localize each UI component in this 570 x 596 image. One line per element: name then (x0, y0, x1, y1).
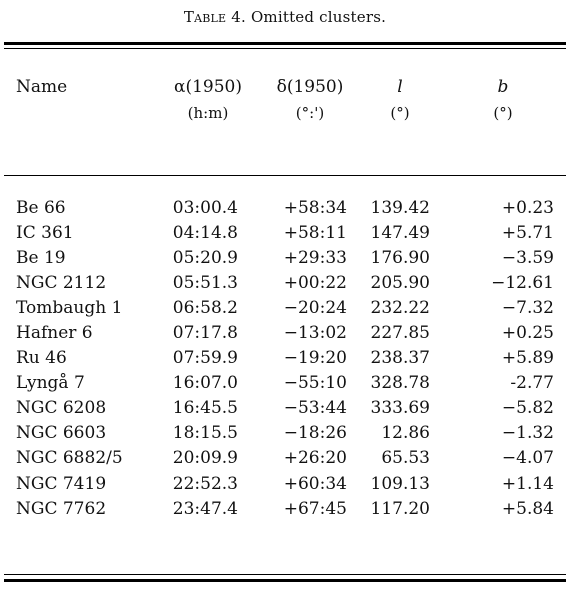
header-name-unit (6, 100, 156, 126)
l-cell: 176.90 (370, 247, 430, 268)
cluster-name: IC 361 (16, 222, 74, 243)
top-rule-thick (4, 42, 566, 45)
l-cell: 12.86 (381, 423, 430, 444)
header-units-row (6, 100, 566, 126)
b-cell: −7.32 (501, 297, 554, 318)
dec-cell: +58:34 (283, 197, 347, 218)
l-cell: 232.22 (370, 297, 430, 318)
l-cell: 333.69 (370, 398, 430, 419)
dec-cell: −20:24 (283, 297, 347, 318)
header-name: Name (16, 77, 68, 97)
table-row (6, 245, 566, 270)
b-cell: +0.23 (501, 197, 554, 218)
b-cell: +5.89 (501, 348, 554, 369)
cluster-name: Ru 46 (16, 348, 67, 369)
dec-cell: +58:11 (283, 222, 347, 243)
header-b: b (497, 77, 509, 97)
l-cell: 205.90 (370, 272, 430, 293)
dec-cell: −18:26 (283, 423, 347, 444)
cluster-name: Hafner 6 (16, 323, 93, 344)
table-row (6, 270, 566, 295)
bottom-rule-thin (4, 574, 566, 575)
ra-cell: 06:58.2 (172, 297, 238, 318)
table-row (6, 396, 566, 421)
clusters-table (6, 195, 566, 521)
table-row (6, 371, 566, 396)
l-cell: 147.49 (370, 222, 430, 243)
ra-cell: 23:47.4 (172, 498, 238, 519)
header-l-unit: (°) (390, 104, 410, 122)
cluster-name: NGC 2112 (16, 272, 107, 293)
ra-cell: 04:14.8 (172, 222, 238, 243)
header-rule (4, 175, 566, 176)
cluster-name: NGC 6208 (16, 398, 107, 419)
dec-cell: −53:44 (283, 398, 347, 419)
caption-label: Table 4. (183, 8, 246, 26)
b-cell: −4.07 (501, 448, 554, 469)
table-row (6, 295, 566, 320)
cluster-name: NGC 7762 (16, 498, 107, 519)
table-row (6, 346, 566, 371)
cluster-name: Lyngå 7 (16, 373, 85, 394)
b-cell: −12.61 (491, 272, 554, 293)
ra-cell: 16:07.0 (172, 373, 238, 394)
ra-cell: 22:52.3 (172, 473, 238, 494)
b-cell: −3.59 (501, 247, 554, 268)
l-cell: 328.78 (370, 373, 430, 394)
b-cell: −1.32 (501, 423, 554, 444)
b-cell: +1.14 (501, 473, 554, 494)
header-l: l (397, 77, 403, 97)
dec-cell: +26:20 (283, 448, 347, 469)
l-cell: 65.53 (381, 448, 430, 469)
dec-cell: +29:33 (283, 247, 347, 268)
table-row (6, 421, 566, 446)
dec-cell: +60:34 (283, 473, 347, 494)
top-rule-thin (4, 48, 566, 49)
l-cell: 238.37 (370, 348, 430, 369)
table-row (6, 195, 566, 220)
l-cell: 139.42 (370, 197, 430, 218)
dec-cell: −55:10 (283, 373, 347, 394)
dec-cell: +00:22 (283, 272, 347, 293)
b-cell: +5.71 (501, 222, 554, 243)
l-cell: 227.85 (370, 323, 430, 344)
dec-cell: +67:45 (283, 498, 347, 519)
ra-cell: 05:51.3 (172, 272, 238, 293)
b-cell: -2.77 (510, 373, 554, 394)
cluster-name: NGC 7419 (16, 473, 107, 494)
header-b-unit: (°) (493, 104, 513, 122)
dec-cell: −19:20 (283, 348, 347, 369)
dec-cell: −13:02 (283, 323, 347, 344)
table-caption (0, 8, 570, 26)
header-ra-unit: (h:m) (187, 104, 229, 122)
l-cell: 117.20 (370, 498, 430, 519)
table-row (6, 320, 566, 345)
ra-cell: 03:00.4 (172, 197, 238, 218)
ra-cell: 16:45.5 (172, 398, 238, 419)
b-cell: +5.84 (501, 498, 554, 519)
table-row (6, 220, 566, 245)
caption-text: Omitted clusters. (250, 8, 387, 26)
header-dec: δ(1950) (276, 77, 344, 97)
cluster-name: NGC 6603 (16, 423, 107, 444)
b-cell: +0.25 (501, 323, 554, 344)
cluster-name: Be 19 (16, 247, 66, 268)
header-dec-unit: (°:') (295, 104, 325, 122)
cluster-name: Tombaugh 1 (16, 297, 123, 318)
ra-cell: 07:17.8 (172, 323, 238, 344)
ra-cell: 20:09.9 (172, 448, 238, 469)
cluster-name: NGC 6882/5 (16, 448, 123, 469)
ra-cell: 18:15.5 (172, 423, 238, 444)
bottom-rule-thick (4, 579, 566, 582)
table-row (6, 496, 566, 521)
l-cell: 109.13 (370, 473, 430, 494)
b-cell: −5.82 (501, 398, 554, 419)
table-row (6, 471, 566, 496)
table-row (6, 446, 566, 471)
header-row (6, 74, 566, 100)
ra-cell: 07:59.9 (172, 348, 238, 369)
table-header (6, 74, 566, 126)
header-ra: α(1950) (173, 77, 242, 97)
cluster-name: Be 66 (16, 197, 66, 218)
ra-cell: 05:20.9 (172, 247, 238, 268)
